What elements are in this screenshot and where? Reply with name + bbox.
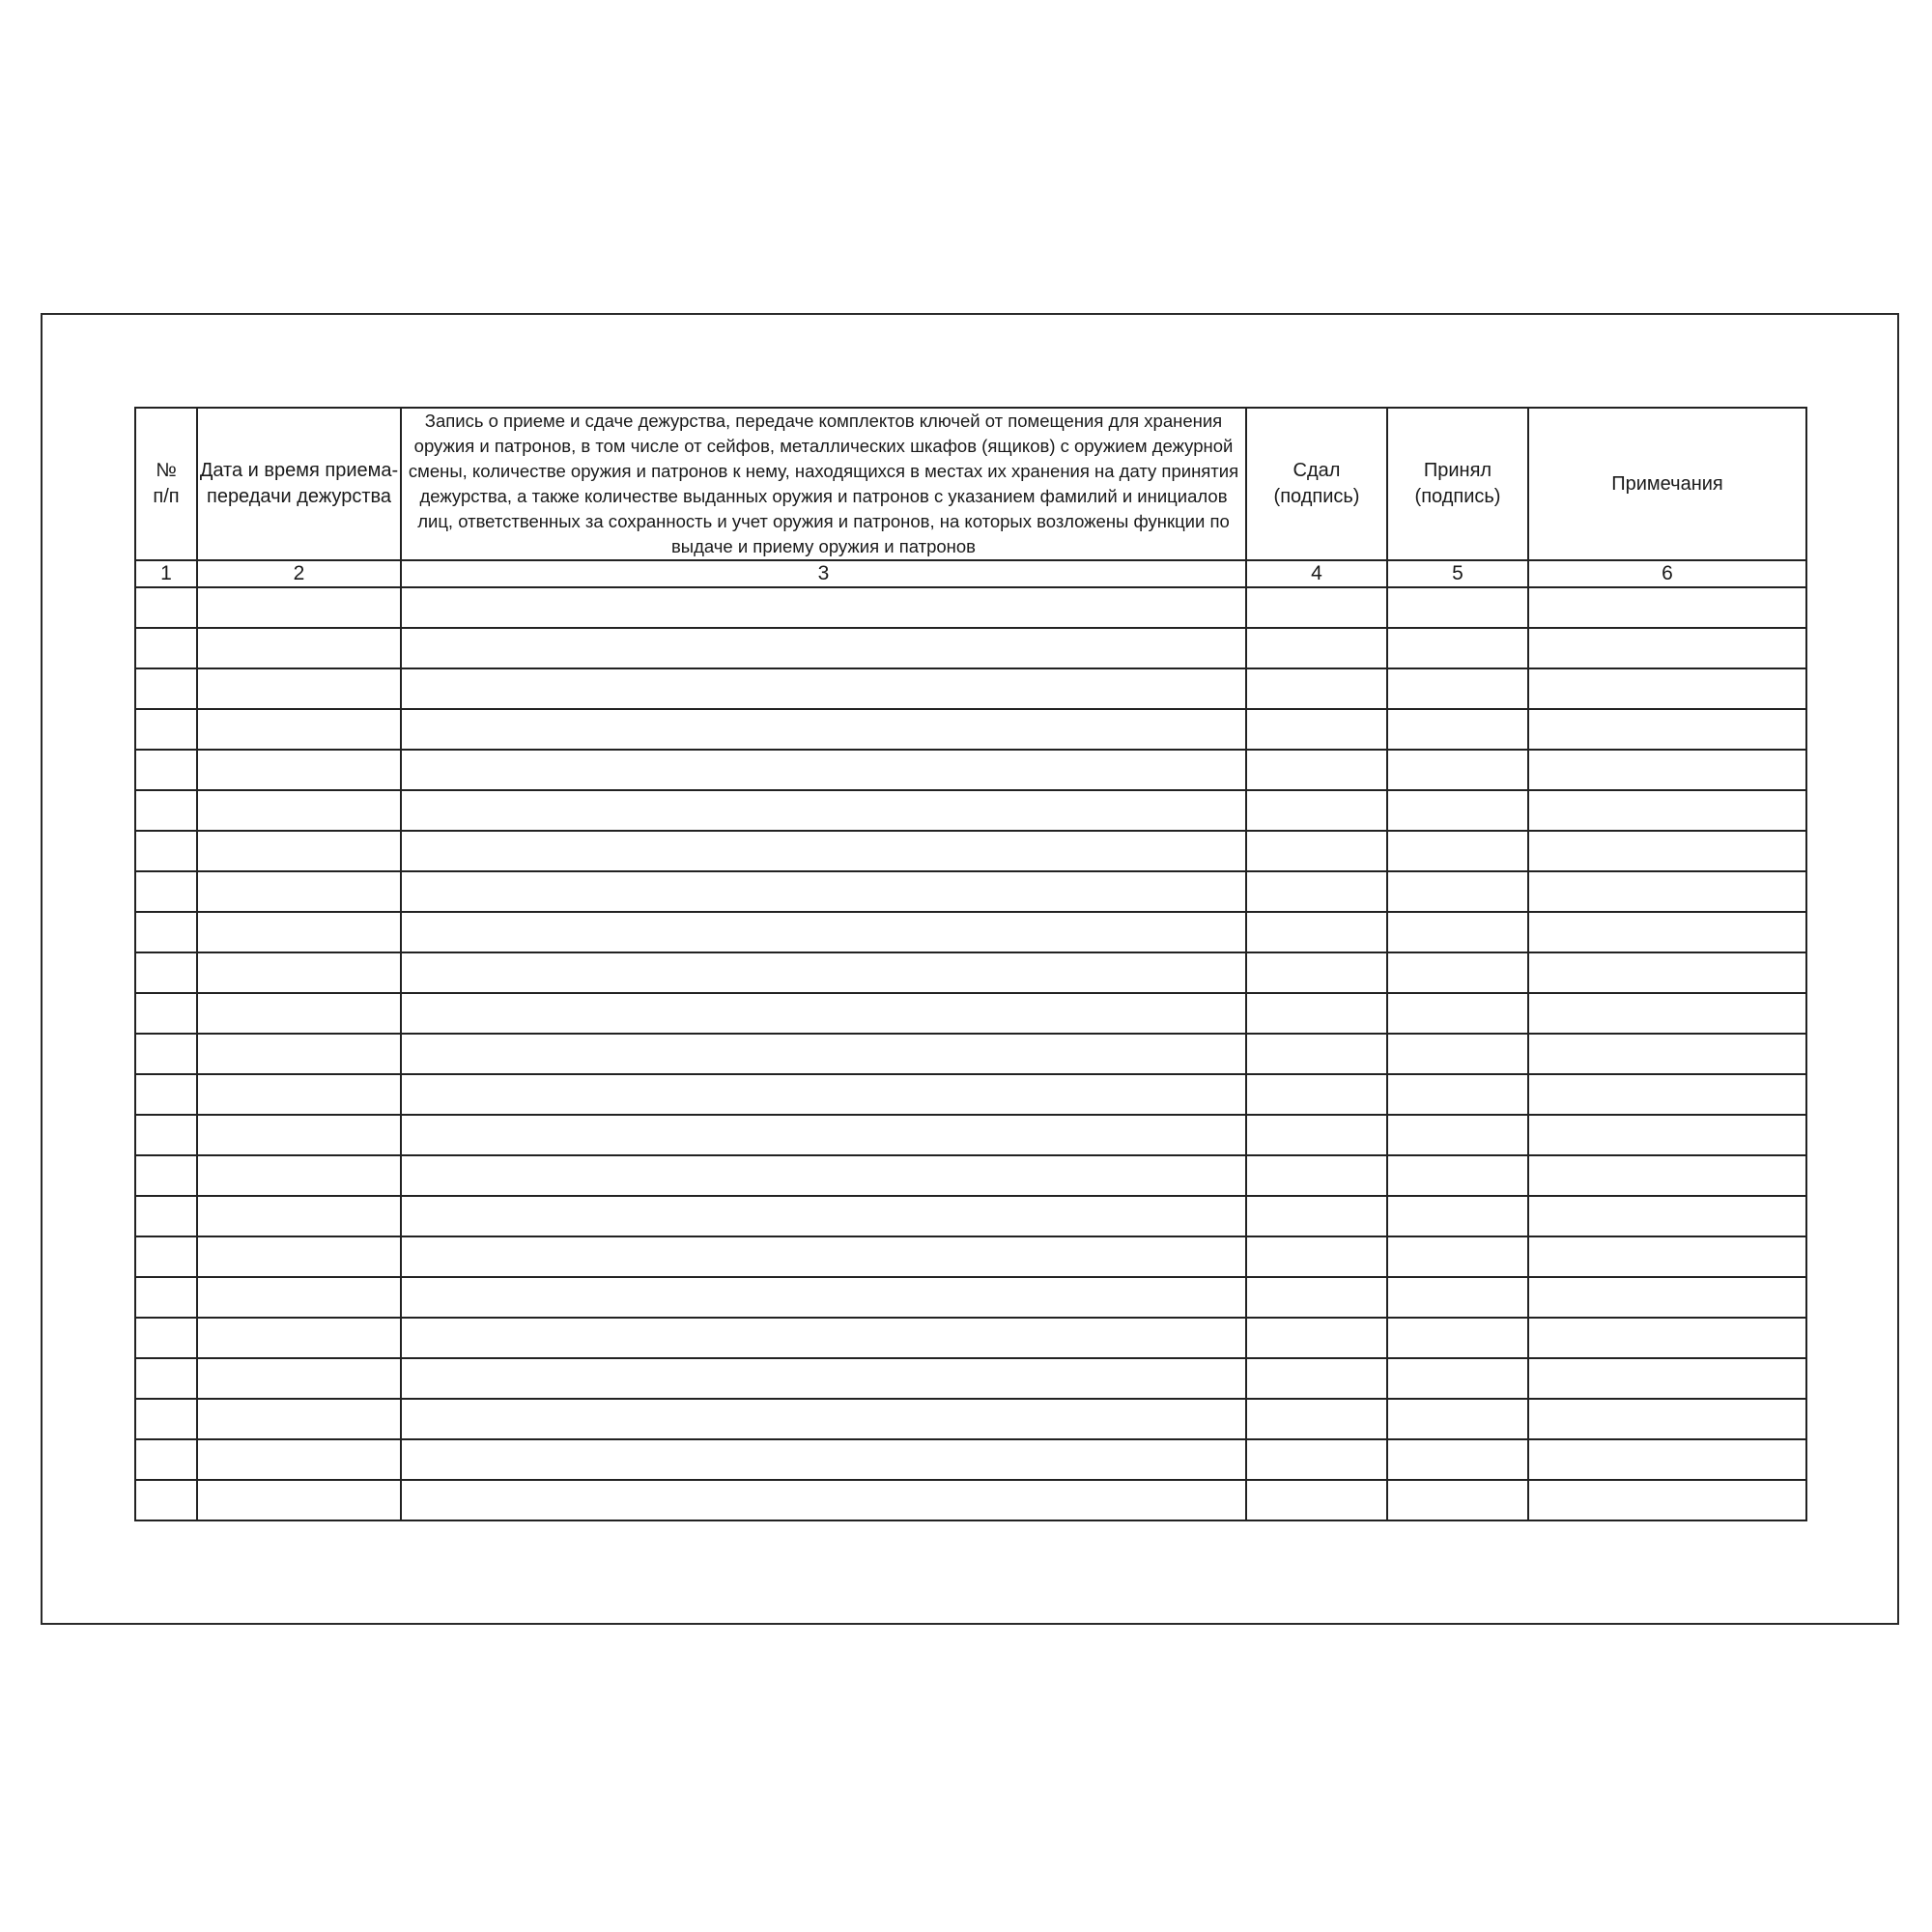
table-row: [135, 750, 1806, 790]
table-cell: [401, 912, 1246, 952]
table-cell: [197, 1439, 401, 1480]
table-cell: [1246, 1277, 1387, 1318]
table-row: [135, 831, 1806, 871]
table-cell: [197, 912, 401, 952]
table-cell: [135, 1155, 197, 1196]
header-handed-over: [1246, 408, 1387, 560]
table-row: [135, 1318, 1806, 1358]
table-cell: [1246, 1439, 1387, 1480]
table-cell: [197, 1277, 401, 1318]
table-cell: [197, 952, 401, 993]
table-cell: [197, 1480, 401, 1520]
table-cell: [1387, 1480, 1528, 1520]
table-cell: [1528, 1074, 1806, 1115]
table-cell: [401, 1034, 1246, 1074]
table-cell: [1387, 750, 1528, 790]
table-cell: [197, 1196, 401, 1236]
column-number-row: [135, 560, 1806, 587]
header-received: [1387, 408, 1528, 560]
table-cell: [1246, 1034, 1387, 1074]
table-cell: [1528, 1115, 1806, 1155]
header-notes-text: Примечания: [1611, 472, 1723, 495]
table-cell: [197, 871, 401, 912]
table-cell: [135, 1034, 197, 1074]
table-row: [135, 1277, 1806, 1318]
table-cell: [197, 1399, 401, 1439]
table-cell: [1528, 831, 1806, 871]
table-cell: [135, 1115, 197, 1155]
table-row: [135, 668, 1806, 709]
table-cell: [1246, 1236, 1387, 1277]
table-cell: [1387, 587, 1528, 628]
table-cell: [1528, 587, 1806, 628]
table-cell: [401, 750, 1246, 790]
table-cell: [135, 790, 197, 831]
table-cell: [1387, 912, 1528, 952]
table-cell: [197, 668, 401, 709]
table-cell: [1246, 831, 1387, 871]
table-cell: [1246, 912, 1387, 952]
table-cell: [1387, 1399, 1528, 1439]
table-cell: [1528, 1196, 1806, 1236]
column-number: 3: [401, 560, 1246, 587]
table-cell: [1528, 1358, 1806, 1399]
table-cell: [1387, 709, 1528, 750]
table-cell: [401, 709, 1246, 750]
table-row: [135, 1358, 1806, 1399]
table-cell: [197, 831, 401, 871]
table-cell: [197, 1074, 401, 1115]
table-cell: [1528, 750, 1806, 790]
table-row: [135, 1115, 1806, 1155]
journal-body: [135, 587, 1806, 1520]
table-cell: [135, 628, 197, 668]
table-cell: [1246, 1115, 1387, 1155]
table-cell: [135, 993, 197, 1034]
table-cell: [197, 750, 401, 790]
table-cell: [1246, 1196, 1387, 1236]
table-cell: [1387, 1155, 1528, 1196]
table-cell: [197, 1155, 401, 1196]
table-cell: [401, 993, 1246, 1034]
table-cell: [1246, 750, 1387, 790]
table-cell: [401, 1074, 1246, 1115]
column-number: 2: [197, 560, 401, 587]
header-record: [401, 408, 1246, 560]
table-cell: [1246, 1399, 1387, 1439]
table-cell: [197, 1115, 401, 1155]
table-cell: [1387, 993, 1528, 1034]
table-cell: [1528, 871, 1806, 912]
table-cell: [197, 628, 401, 668]
table-cell: [1528, 1277, 1806, 1318]
table-cell: [1387, 1115, 1528, 1155]
table-row: [135, 1196, 1806, 1236]
table-cell: [135, 1236, 197, 1277]
table-cell: [1528, 993, 1806, 1034]
table-cell: [401, 1480, 1246, 1520]
table-cell: [1246, 1318, 1387, 1358]
table-row: [135, 1155, 1806, 1196]
table-row: [135, 993, 1806, 1034]
table-cell: [197, 790, 401, 831]
table-cell: [135, 587, 197, 628]
table-cell: [401, 1358, 1246, 1399]
table-cell: [135, 668, 197, 709]
table-cell: [1387, 1074, 1528, 1115]
table-cell: [401, 952, 1246, 993]
table-cell: [1528, 709, 1806, 750]
header-record-text: Запись о приеме и сдаче дежурства, передаче комплектов ключей от помещения для хранения оружия и патронов, в том числе от сейфов, металлических шкафов (ящиков) с оружием дежурной смены, количестве оружия и патронов к нему, находящихся в местах их хранения на дату принятия дежурства, а также количестве выданных оружия и патронов с указанием фамилий и инициалов лиц, ответственных за сохранность и учет оружия и патронов, на которых возложены функции по выдаче и приему оружия и патронов: [408, 411, 1239, 556]
table-row: [135, 1074, 1806, 1115]
table-cell: [1528, 1399, 1806, 1439]
table-cell: [1246, 628, 1387, 668]
table-cell: [401, 1155, 1246, 1196]
table-row: [135, 790, 1806, 831]
table-cell: [1387, 1318, 1528, 1358]
table-cell: [1387, 952, 1528, 993]
header-number: [135, 408, 197, 560]
table-cell: [1246, 709, 1387, 750]
table-cell: [135, 1196, 197, 1236]
table-cell: [1387, 668, 1528, 709]
table-row: [135, 709, 1806, 750]
header-row: [135, 408, 1806, 560]
table-cell: [135, 1277, 197, 1318]
table-cell: [401, 1318, 1246, 1358]
table-cell: [401, 790, 1246, 831]
table-cell: [401, 587, 1246, 628]
table-cell: [401, 1439, 1246, 1480]
table-cell: [401, 628, 1246, 668]
table-cell: [1387, 871, 1528, 912]
table-cell: [1528, 1480, 1806, 1520]
table-cell: [1246, 1358, 1387, 1399]
table-cell: [135, 1480, 197, 1520]
table-row: [135, 1480, 1806, 1520]
table-cell: [1246, 993, 1387, 1034]
table-cell: [1387, 831, 1528, 871]
table-row: [135, 628, 1806, 668]
table-cell: [135, 1074, 197, 1115]
table-cell: [1246, 790, 1387, 831]
table-cell: [197, 1034, 401, 1074]
table-cell: [135, 1358, 197, 1399]
table-cell: [1246, 668, 1387, 709]
table-cell: [1528, 952, 1806, 993]
table-row: [135, 587, 1806, 628]
table-cell: [135, 912, 197, 952]
table-cell: [1387, 628, 1528, 668]
table-cell: [1528, 1439, 1806, 1480]
table-cell: [401, 668, 1246, 709]
table-cell: [135, 871, 197, 912]
table-cell: [1387, 1196, 1528, 1236]
table-cell: [1387, 1034, 1528, 1074]
header-datetime: [197, 408, 401, 560]
table-cell: [135, 709, 197, 750]
table-row: [135, 952, 1806, 993]
table-cell: [1387, 790, 1528, 831]
table-cell: [401, 1399, 1246, 1439]
table-cell: [401, 831, 1246, 871]
table-cell: [1528, 1318, 1806, 1358]
table-cell: [1387, 1358, 1528, 1399]
column-number: 1: [135, 560, 197, 587]
table-cell: [401, 1115, 1246, 1155]
column-number: 6: [1528, 560, 1806, 587]
table-row: [135, 1236, 1806, 1277]
table-cell: [197, 709, 401, 750]
header-notes: [1528, 408, 1806, 560]
table-cell: [135, 1318, 197, 1358]
column-number: 4: [1246, 560, 1387, 587]
table-cell: [401, 1277, 1246, 1318]
table-cell: [135, 1439, 197, 1480]
duty-handover-journal-table: [134, 407, 1807, 1521]
column-number: 5: [1387, 560, 1528, 587]
table-cell: [1246, 587, 1387, 628]
table-cell: [401, 1236, 1246, 1277]
table-row: [135, 1034, 1806, 1074]
header-handed-over-text: Сдал (подпись): [1273, 460, 1360, 507]
table-cell: [1528, 1236, 1806, 1277]
table-cell: [1246, 1155, 1387, 1196]
table-cell: [1246, 1074, 1387, 1115]
table-cell: [1528, 628, 1806, 668]
table-cell: [1528, 1034, 1806, 1074]
table-cell: [1528, 1155, 1806, 1196]
table-cell: [401, 1196, 1246, 1236]
table-cell: [1528, 912, 1806, 952]
table-cell: [135, 952, 197, 993]
table-row: [135, 871, 1806, 912]
table-cell: [197, 993, 401, 1034]
table-cell: [197, 1318, 401, 1358]
table-cell: [197, 587, 401, 628]
table-row: [135, 912, 1806, 952]
table-cell: [1246, 952, 1387, 993]
header-datetime-text: Дата и время приема-передачи дежурства: [199, 460, 399, 507]
table-cell: [1246, 1480, 1387, 1520]
table-cell: [401, 871, 1246, 912]
table-cell: [135, 1399, 197, 1439]
table-cell: [197, 1358, 401, 1399]
table-cell: [1387, 1439, 1528, 1480]
table-cell: [197, 1236, 401, 1277]
table-cell: [135, 831, 197, 871]
table-cell: [1246, 871, 1387, 912]
table-row: [135, 1399, 1806, 1439]
header-number-text: № п/п: [153, 460, 180, 507]
table-cell: [1387, 1236, 1528, 1277]
table-row: [135, 1439, 1806, 1480]
table-cell: [1528, 790, 1806, 831]
header-received-text: Принял (подпись): [1414, 460, 1501, 507]
table-cell: [1528, 668, 1806, 709]
table-cell: [135, 750, 197, 790]
table-cell: [1387, 1277, 1528, 1318]
